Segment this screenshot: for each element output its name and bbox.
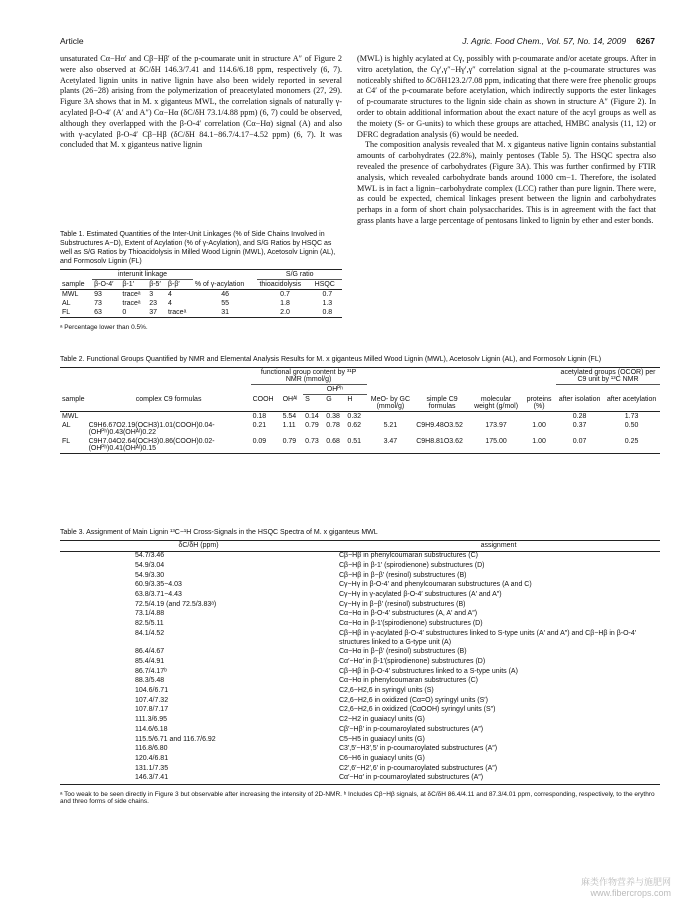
running-header	[60, 36, 655, 50]
table-1-footnote: ᵃ Percentage lower than 0.5%.	[60, 324, 148, 331]
table-cell: C9H8.81O3.62	[416, 437, 463, 445]
table-3-grid	[60, 540, 660, 785]
table-header-cell: assignment	[480, 541, 517, 549]
table-cell: 111.3/6.95	[135, 716, 168, 724]
table-row	[60, 745, 660, 755]
table-header-cell: simple C9 formulas	[426, 395, 458, 410]
table-cell: 104.6/6.71	[135, 687, 169, 695]
table-cell: Cβ−Hβ in γ-acylated β-O-4′ substructures linked to S-type units (A′ and A″) and Cβ−Hβ in β-O-4′ structures linked to a G-type unit (A)	[339, 629, 637, 646]
table-cell: Cα−Hα in β-1′(spirodienone) substructures (D)	[339, 620, 483, 628]
table-cell: 0.37	[572, 421, 587, 429]
table-cell: 4	[168, 291, 172, 298]
table-header-cell: after isolation	[558, 395, 601, 403]
table-cell: Cβ′−Hβ′ in p-coumaroylated substructures (A″)	[339, 725, 484, 733]
table-3-body	[60, 551, 660, 784]
table-cell: 63.8/3.71−4.43	[135, 591, 182, 599]
table-row	[60, 421, 660, 437]
table-header-cell: H	[347, 396, 353, 403]
table-cell: 0.07	[572, 437, 587, 445]
table-header-cell: OHᴬˡ	[282, 395, 298, 403]
page-number: 6267	[636, 36, 655, 46]
table-3-header-row	[60, 541, 660, 552]
table-cell: 37	[149, 309, 157, 316]
table-cell: 0.73	[305, 437, 319, 445]
table-cell: 1.00	[532, 437, 546, 445]
table-row	[60, 706, 660, 716]
table-2	[60, 355, 660, 454]
table-cell: 5.54	[282, 412, 297, 420]
table-header-cell: thioacidolysis	[259, 281, 302, 288]
table-row	[60, 687, 660, 697]
table-cell: 54.9/3.30	[135, 571, 165, 579]
journal-name: J. Agric. Food Chem., Vol. 57, No. 14, 2009	[462, 36, 627, 46]
table-cell: 2.0	[280, 309, 290, 316]
table-cell: 0.09	[252, 437, 267, 445]
table-cell: 0.78	[326, 421, 340, 429]
table-row	[60, 677, 660, 687]
table-cell: 175.00	[485, 437, 507, 445]
table-cell: C9H9.48O3.52	[416, 421, 463, 429]
table-cell: C9H7.04O2.64(OCH3)0.86(COOH)0.02-(OHᴾʰ)0.41(OHᴬˡ)0.15	[88, 437, 215, 452]
table-row	[60, 571, 660, 581]
section-label: Article	[60, 36, 84, 46]
table-row	[60, 600, 660, 610]
table-2-group-acetyl: acetylated groups (OCOR) per C9 unit by ¹³C NMR	[556, 368, 660, 385]
table-cell: 107.4/7.32	[135, 696, 169, 704]
table-cell: 1.11	[282, 421, 296, 429]
table-row	[60, 290, 342, 300]
table-cell: C2′,6′−H2′,6′ in p-coumaroylated substructures (A″)	[339, 764, 498, 772]
watermark-line-2: www.fibercrops.com	[590, 888, 671, 898]
table-row	[60, 299, 342, 308]
table-cell: traceᵃ	[122, 300, 141, 307]
table-row	[60, 620, 660, 630]
table-2-group-nmr: functional group content by ³¹P NMR (mmol/g)	[251, 368, 367, 385]
table-cell: Cα−Hα in β−β′ (resinol) substructures (B)	[339, 648, 467, 656]
table-row	[60, 735, 660, 745]
table-cell: 60.9/3.35−4.03	[135, 581, 182, 589]
table-cell: MWL	[62, 291, 79, 298]
table-header-cell: S	[305, 396, 310, 403]
table-1-group-sg: S/G ratio	[257, 270, 342, 280]
table-cell: 31	[221, 309, 230, 316]
table-cell: traceᵃ	[122, 291, 141, 298]
table-cell: 63	[94, 309, 102, 316]
table-header-cell: after acetylation	[606, 395, 657, 403]
table-cell: traceᵃ	[168, 309, 187, 316]
table-cell: 0	[122, 309, 127, 316]
table-cell: 0.7	[280, 291, 290, 298]
table-cell: 88.3/5.48	[135, 677, 165, 685]
table-cell: 0.25	[624, 437, 639, 445]
table-cell: 93	[94, 291, 102, 298]
table-cell: 86.7/4.17ᵇ	[135, 667, 167, 675]
table-cell: 107.8/7.17	[135, 706, 169, 714]
table-row	[60, 581, 660, 591]
table-cell: C9H6.67O2.19(OCH3)1.01(COOH)0.04-(OHᴾʰ)0.43(OHᴬˡ)0.22	[88, 421, 215, 436]
table-cell: 1.8	[280, 300, 290, 307]
table-header-cell: β-1′	[122, 281, 134, 288]
table-cell: Cα−Hα in β-O-4′ substructures (A, A′ and A″)	[339, 610, 478, 618]
table-cell: 0.50	[624, 421, 639, 429]
table-cell: AL	[62, 300, 71, 307]
table-row	[60, 716, 660, 726]
table-cell: C5−H5 in guaiacyl units (G)	[339, 735, 425, 743]
table-header-cell: COOH	[252, 395, 274, 403]
table-cell: 0.79	[282, 437, 297, 445]
table-cell: 173.97	[485, 421, 507, 429]
table-header-cell: MeO- by GC (mmol/g)	[370, 395, 411, 410]
table-header-cell: % of γ-acylation	[194, 280, 245, 288]
journal-citation	[462, 36, 655, 46]
table-cell: FL	[62, 437, 71, 445]
table-header-cell: sample	[62, 395, 85, 403]
table-row	[60, 774, 660, 784]
table-cell: Cγ−Hγ in β−β′ (resinol) substructures (B)	[339, 600, 466, 608]
table-header-cell: molecular weight (g/mol)	[474, 395, 519, 410]
table-cell: 73	[94, 300, 102, 307]
table-cell: AL	[62, 421, 71, 429]
table-cell: 120.4/6.81	[135, 754, 169, 762]
table-cell: 5.21	[383, 421, 398, 429]
table-cell: 1.73	[624, 412, 639, 420]
table-cell: C2,6−H2,6 in syringyl units (S)	[339, 687, 434, 695]
table-row	[60, 657, 660, 667]
table-cell: 0.8	[322, 309, 333, 316]
table-row	[60, 437, 660, 454]
table-row	[60, 561, 660, 571]
table-cell: Cβ−Hβ in β-O-4′ substructures linked to a S-type units (A)	[339, 667, 518, 675]
table-row	[60, 754, 660, 764]
table-cell: 0.21	[252, 421, 267, 429]
table-cell: Cβ−Hβ in β−β′ (resinol) substructures (B)	[339, 571, 467, 579]
table-1	[60, 230, 342, 331]
right-paragraph-2: The composition analysis revealed that M. x giganteus native lignin contains substantial amounts of carbohydrates (22.8%), mainly pentoses (Table 5). The HSQC spectra also revealed the presence of carbohydrates (Figure 3A). This was further confirmed by FTIR analysis, which revealed carbohydrate bands around 1000 cm−1. Therefore, the isolated MWL is in fact a lignin−carbohydrate complex (LCC) rather than pure lignin. There were, as could be expected, chemical linkages present between the lignin and carbohydrates perhaps in a form of short chain polysaccharides. This is in agreement with the fact that grass plants have a large percentage of pentosans linked to lignin by ether and ester bonds.	[357, 140, 656, 225]
table-cell: C2,6−H2,6 in oxidized (CαOOH) syringyl units (S″)	[339, 706, 496, 714]
table-header-cell: β-β′	[168, 281, 180, 288]
table-3	[60, 528, 660, 805]
table-row	[60, 610, 660, 620]
table-3-footnote: ᵃ Too weak to be seen directly in Figure 3 but observable after increasing the intensity of 2D-NMR. ᵇ Includes Cβ−Hβ signals, at δC/δH 86.4/4.11 and 87.3/4.01 ppm, corresponding, respectively, to the erythro and threo forms of side chains.	[60, 790, 655, 805]
table-cell: FL	[62, 309, 71, 316]
table-row	[60, 648, 660, 658]
table-header-cell: δC/δH (ppm)	[178, 541, 219, 549]
table-cell: 1.00	[532, 421, 546, 429]
table-2-header-row	[60, 395, 660, 412]
table-cell: 0.51	[347, 437, 362, 445]
table-cell: 0.7	[322, 291, 333, 298]
table-cell: 0.68	[326, 437, 340, 445]
right-paragraph-1: (MWL) is highly acylated at Cγ, possibly with p-coumarate and/or acetate groups. After in vitro acetylation, the Cγ′,γ″−Hγ′,γ″ correlation signal at the p-coumarate structures was noticeably shifted to δC/δH123.2/7.08 ppm, indicating that there were free phenolic groups at C4′ of the p-coumarate before acetylation, which indirectly supports the ester linkages of p-coumarate structures to the lignin side chain as shown in structure A″ (Figure 2). In order to obtain additional information about the exact nature of the acyl groups as well as the moiety (S- or G-units) to which these groups are attached, HMBC analysis (11, 12) or DFRC degradation analysis (6) would be needed.	[357, 54, 656, 139]
table-cell: 115.5/6.71 and 116.7/6.92	[135, 735, 216, 743]
table-header-cell: β-O-4′	[94, 281, 114, 288]
table-3-caption: Table 3. Assignment of Main Lignin ¹³C−¹H Cross-Signals in the HSQC Spectra of M. x giganteus MWL	[60, 529, 378, 536]
table-cell: 72.5/4.19 (and 72.5/3.83ᵃ)	[135, 600, 217, 608]
table-cell: C3′,5′−H3′,5′ in p-coumaroylated substructures (A″)	[339, 745, 498, 753]
table-cell: C6−H6 in guaiacyl units (G)	[339, 754, 425, 762]
table-cell: 0.38	[326, 412, 340, 420]
table-row	[60, 725, 660, 735]
table-cell: 85.4/4.91	[135, 657, 165, 665]
left-paragraph: unsaturated Cα−Hα′ and Cβ−Hβ′ of the p-coumarate unit in structure A″ of Figure 2 were also observed at δC/δH 146.3/7.41 and 114.6/6.18 ppm, respectively (6, 7). Acetylated lignin units in native lignin have also been widely reported in several plants (26−28) arising from the polymerization of preacetylated monomers (27, 29). Figure 3A shows that in M. x giganteus MWL, the correlation signals of naturally γ-acylated β-O-4′ (A′ and A″) Cα−Hα (δC/δH 73.1/4.88 ppm) (6, 7) could be observed, although they overlapped with the β-O-4′ correlation (Cα−Hα) signal (A) and also with γ-acylated β-O-4′ Cβ−Hβ (δC/δH 84.1−86.7/4.17−4.52 ppm) (6, 7). It was concluded that M. x giganteus native lignin	[60, 54, 342, 150]
table-cell: 114.6/6.18	[135, 725, 168, 733]
table-cell: Cα−Hα in phenylcoumaran substructures (C)	[339, 677, 479, 685]
table-cell: 73.1/4.88	[135, 610, 165, 618]
table-cell: 54.7/3.46	[135, 552, 165, 560]
table-cell: 0.14	[305, 412, 319, 420]
table-cell	[87, 411, 251, 421]
table-cell: Cβ−Hβ in phenylcoumaran substructures (C)	[339, 552, 478, 560]
table-header-cell: proteins (%)	[526, 395, 552, 410]
table-cell: 82.5/5.11	[135, 620, 164, 628]
table-cell: Cα′−Hα′ in p-coumaroylated substructures (A″)	[339, 774, 484, 782]
table-1-group-interunit: interunit linkage	[92, 270, 193, 280]
table-row	[60, 411, 660, 421]
table-cell: Cα′−Hα′ in β-1′(spirodienone) substructures (D)	[339, 657, 486, 665]
right-column-text	[357, 54, 656, 227]
table-cell: 0.28	[572, 412, 587, 420]
table-cell: 116.8/6.80	[135, 745, 168, 753]
table-1-grid	[60, 269, 342, 318]
table-cell	[522, 411, 556, 421]
table-cell: 86.4/4.67	[135, 648, 165, 656]
table-cell	[470, 411, 522, 421]
table-row	[60, 308, 342, 318]
table-cell: 55	[221, 300, 230, 307]
table-cell: 23	[149, 300, 157, 307]
table-row	[60, 591, 660, 601]
table-row	[60, 551, 660, 561]
table-cell: 131.1/7.35	[135, 764, 169, 772]
table-cell: Cγ−Hγ in γ-acylated β-O-4′ substructures (A′ and A″)	[339, 591, 502, 599]
left-column-text	[60, 54, 342, 151]
table-header-cell: sample	[62, 280, 85, 288]
table-cell: 3.47	[383, 437, 398, 445]
table-cell: MWL	[62, 412, 79, 420]
table-cell: 3	[149, 291, 154, 298]
table-2-caption: Table 2. Functional Groups Quantified by NMR and Elemental Analysis Results for M. x giganteus Milled Wood Lignin (MWL), Acetosolv Lignin (AL), and Formosolv Lignin (FL)	[60, 356, 602, 363]
table-header-cell: complex C9 formulas	[135, 395, 202, 403]
table-header-cell: β-5′	[149, 281, 161, 288]
table-header-cell: HSQC	[314, 281, 335, 288]
table-cell: Cβ−Hβ in β-1′ (spirodienone) substructures (D)	[339, 561, 485, 569]
table-row	[60, 696, 660, 706]
table-1-header-row	[60, 280, 342, 290]
table-cell	[367, 411, 415, 421]
table-cell: 0.62	[347, 421, 362, 429]
table-cell: 46	[221, 291, 230, 298]
table-row	[60, 667, 660, 677]
table-cell: C2−H2 in guaiacyl units (G)	[339, 716, 425, 724]
table-1-caption: Table 1. Estimated Quantities of the Inter-Unit Linkages (% of Side Chains Involved in Substructures A−D), Extent of Acylation (% of γ-Acylation), and S/G Ratios by HSQC as well as S/G Ratios by Thioacidolysis in Milled Wood Lignin (MWL), Acetosolv Lignin (AL), and Formosolv Lignin (FL)	[60, 231, 336, 265]
table-cell: C2,6−H2,6 in oxidized (Cα=O) syringyl units (S′)	[339, 696, 488, 704]
table-cell: 0.79	[305, 421, 319, 429]
table-cell: Cγ−Hγ in β-O-4′ and phenylcoumaran substructures (A and C)	[339, 581, 532, 589]
table-cell	[414, 411, 470, 421]
table-row	[60, 764, 660, 774]
table-cell: 1.3	[322, 300, 333, 307]
table-header-cell: G	[326, 396, 332, 403]
table-cell: 54.9/3.04	[135, 561, 165, 569]
table-cell: 84.1/4.52	[135, 629, 165, 637]
table-cell: 4	[168, 300, 172, 307]
table-row	[60, 629, 660, 647]
table-cell: 146.3/7.41	[135, 774, 169, 782]
table-cell: 0.18	[252, 412, 267, 420]
table-2-subgroup-oh: OHᴾʰ	[303, 385, 366, 395]
table-2-grid	[60, 367, 660, 454]
table-cell: 0.32	[347, 412, 362, 420]
watermark-line-1: 麻类作物营养与施肥网	[580, 877, 671, 887]
watermark	[581, 877, 671, 899]
